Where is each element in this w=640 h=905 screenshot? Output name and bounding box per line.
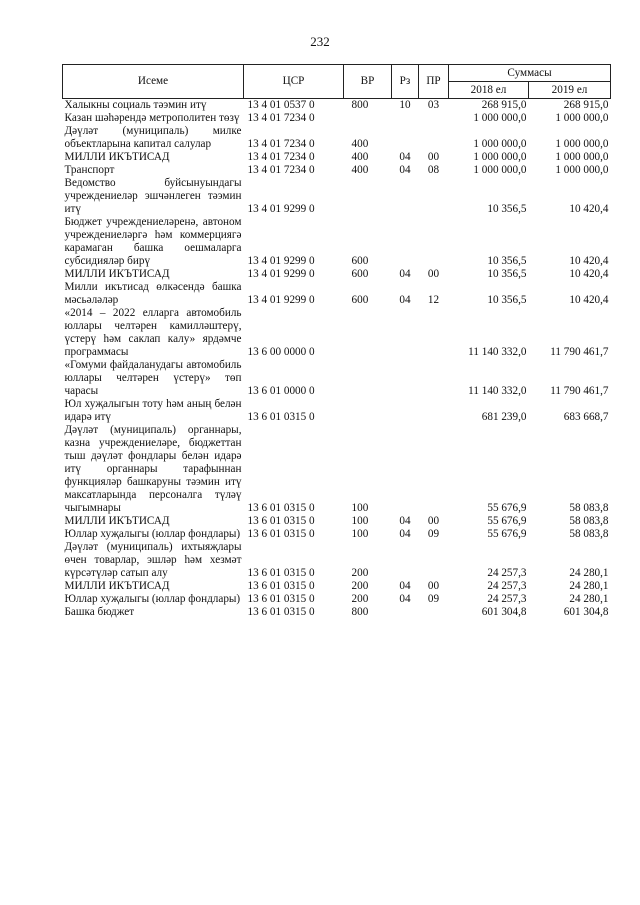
row-value-2019: 601 304,8 [563,606,609,618]
header-vr: ВР [344,65,392,99]
row-value-2019: 268 915,0 [563,99,609,111]
row-rz: 04 [399,151,411,163]
row-value-2018: 55 676,9 [487,528,527,540]
table-row [63,528,611,541]
row-value-2019: 24 280,1 [569,580,609,592]
row-csr: 13 4 01 9299 0 [247,203,315,215]
row-rz [392,177,419,216]
row-name: Бюджет учреждениеләренә, автоном учреждениеләргә һәм коммерциягә карамаган башка оешмаларга субсидияләр бирү [64,216,242,267]
row-vr: 600 [351,294,369,306]
row-pr [419,112,449,125]
row-rz [392,541,419,580]
row-name: Юллар хуҗалыгы (юллар фондлары) [64,528,241,540]
row-pr: 00 [427,580,440,592]
row-csr: 13 4 01 7234 0 [247,151,315,163]
row-rz [392,307,419,359]
row-vr: 400 [351,164,369,176]
row-pr: 03 [427,99,440,111]
row-csr: 13 6 00 0000 0 [247,346,315,358]
row-name: Юллар хуҗалыгы (юллар фондлары) [64,593,241,605]
table-row [63,398,611,424]
row-csr: 13 4 01 7234 0 [247,112,315,124]
row-value-2019: 1 000 000,0 [555,112,609,124]
row-name: «Гомуми файдаланудагы автомобиль юллары челтәрен үстерү» төп чарасы [64,359,242,397]
row-vr [344,359,392,398]
row-name: Халыкны социаль тәэмин итү [64,99,207,111]
row-vr: 800 [351,606,369,618]
row-rz: 10 [399,99,411,111]
row-csr: 13 4 01 7234 0 [247,164,315,176]
row-name: МИЛЛИ ИКЪТИСАД [64,268,170,280]
row-csr: 13 4 01 9299 0 [247,268,315,280]
row-pr: 12 [427,294,440,306]
row-value-2018: 10 356,5 [487,255,527,267]
row-pr [419,606,449,619]
row-value-2018: 11 140 332,0 [468,385,527,397]
row-csr: 13 6 01 0315 0 [247,502,315,514]
row-rz: 04 [399,515,411,527]
row-value-2018: 1 000 000,0 [473,151,527,163]
row-value-2019: 10 420,4 [569,268,609,280]
row-vr [344,177,392,216]
row-csr: 13 6 01 0315 0 [247,567,315,579]
header-csr: ЦСР [244,65,344,99]
row-pr: 00 [427,268,440,280]
budget-table [62,64,611,619]
header-pr: ПР [419,65,449,99]
row-pr: 09 [427,528,440,540]
header-year-2019: 2019 ел [529,82,611,99]
table-row [63,359,611,398]
row-value-2018: 601 304,8 [481,606,527,618]
row-name: МИЛЛИ ИКЪТИСАД [64,151,170,163]
row-rz: 04 [399,580,411,592]
row-value-2018: 268 915,0 [481,99,527,111]
table-row [63,164,611,177]
table-row [63,580,611,593]
table-row [63,177,611,216]
row-name: МИЛЛИ ИКЪТИСАД [64,580,170,592]
row-pr [419,177,449,216]
row-name: Дәүләт (муниципаль) ихтыяҗлары өчен товарлар, эшләр һәм хезмәт күрсәтүләр сатып алу [64,541,242,579]
row-pr: 00 [427,515,440,527]
row-value-2018: 11 140 332,0 [468,346,527,358]
row-csr: 13 6 01 0315 0 [247,411,315,423]
row-pr [419,541,449,580]
table-row [63,125,611,151]
row-value-2019: 1 000 000,0 [555,138,609,150]
row-rz [392,112,419,125]
row-csr: 13 6 01 0315 0 [247,528,315,540]
row-csr: 13 6 01 0315 0 [247,580,315,592]
table-header [63,65,611,99]
row-pr [419,398,449,424]
row-pr: 09 [427,593,440,605]
row-csr: 13 4 01 7234 0 [247,138,315,150]
header-sums: Суммасы [449,65,611,82]
page-number: 232 [310,34,330,49]
row-vr: 600 [351,255,369,267]
table-body [63,99,611,620]
row-rz: 04 [399,164,411,176]
row-value-2019: 24 280,1 [569,567,609,579]
row-csr: 13 6 01 0315 0 [247,593,315,605]
row-name: Казан шәһәрендә метрополитен төзү [64,112,240,124]
row-name: Транспорт [64,164,115,176]
row-rz: 04 [399,294,411,306]
row-rz [392,606,419,619]
row-value-2018: 55 676,9 [487,515,527,527]
row-csr: 13 6 01 0315 0 [247,606,315,618]
row-value-2019: 58 083,8 [569,515,609,527]
row-vr: 200 [351,567,369,579]
row-value-2018: 10 356,5 [487,268,527,280]
row-csr: 13 4 01 9299 0 [247,255,315,267]
row-rz: 04 [399,528,411,540]
table-row [63,268,611,281]
row-vr [344,398,392,424]
row-rz: 04 [399,593,411,605]
row-vr: 100 [351,515,369,527]
row-value-2019: 10 420,4 [569,294,609,306]
row-vr [344,112,392,125]
table-row [63,216,611,268]
table-row [63,307,611,359]
row-pr: 08 [427,164,440,176]
row-value-2019: 58 083,8 [569,528,609,540]
row-value-2018: 681 239,0 [481,411,527,423]
row-value-2018: 24 257,3 [487,567,527,579]
row-vr: 200 [351,593,369,605]
row-rz [392,398,419,424]
row-value-2019: 1 000 000,0 [555,151,609,163]
header-year-2018: 2018 ел [449,82,529,99]
row-value-2019: 10 420,4 [569,255,609,267]
row-value-2019: 1 000 000,0 [555,164,609,176]
row-value-2019: 683 668,7 [563,411,609,423]
row-pr [419,359,449,398]
row-vr: 100 [351,502,369,514]
row-pr [419,307,449,359]
row-name: МИЛЛИ ИКЪТИСАД [64,515,170,527]
row-name: Милли икътисад өлкәсендә башка мәсьәләләр [64,281,242,306]
row-pr [419,424,449,515]
row-value-2018: 24 257,3 [487,580,527,592]
row-csr: 13 6 01 0315 0 [247,515,315,527]
table-row [63,112,611,125]
row-value-2018: 10 356,5 [487,294,527,306]
row-rz [392,359,419,398]
row-value-2019: 24 280,1 [569,593,609,605]
row-value-2018: 1 000 000,0 [473,164,527,176]
row-name: Ведомство буйсынуындагы учреждениеләр эшчәнлеген тәэмин итү [64,177,242,215]
row-name: «2014 – 2022 елларга автомобиль юллары челтәрен камилләштерү, үстерү һәм саклап калу» ярдәмче программасы [64,307,242,358]
row-value-2018: 10 356,5 [487,203,527,215]
row-pr [419,125,449,151]
row-name: Юл хуҗалыгын тоту һәм аның белән идарә итү [64,398,242,423]
row-value-2019: 58 083,8 [569,502,609,514]
row-csr: 13 4 01 0537 0 [247,99,315,111]
row-value-2018: 1 000 000,0 [473,112,527,124]
table-row [63,541,611,580]
row-vr: 100 [351,528,369,540]
row-vr: 600 [351,268,369,280]
row-csr: 13 4 01 9299 0 [247,294,315,306]
row-vr: 400 [351,138,369,150]
row-pr: 00 [427,151,440,163]
row-rz [392,125,419,151]
row-csr: 13 6 01 0000 0 [247,385,315,397]
row-rz [392,424,419,515]
row-rz [392,216,419,268]
row-vr [344,307,392,359]
row-value-2019: 11 790 461,7 [550,346,609,358]
row-name: Дәүләт (муниципаль) органнары, казна учреждениеләре, бюджеттан тыш дәүләт фондлары белән идарә итү органнары тарафыннан функцияләр башкаруны тәэмин итү максатларында персоналга түләү чыгымнары [64,424,242,514]
row-value-2018: 1 000 000,0 [473,138,527,150]
table-row [63,593,611,606]
row-vr: 800 [351,99,369,111]
table-row [63,515,611,528]
table-row [63,424,611,515]
row-pr [419,216,449,268]
row-name: Башка бюджет [64,606,135,618]
row-value-2018: 55 676,9 [487,502,527,514]
row-vr: 400 [351,151,369,163]
table-row [63,99,611,113]
table-row [63,606,611,619]
header-rz: Рз [392,65,419,99]
header-name: Исеме [63,65,244,99]
row-value-2019: 10 420,4 [569,203,609,215]
table-row [63,281,611,307]
row-name: Дәүләт (муниципаль) милке объектларына капитал салулар [64,125,242,150]
row-vr: 200 [351,580,369,592]
row-value-2019: 11 790 461,7 [550,385,609,397]
row-value-2018: 24 257,3 [487,593,527,605]
table-row [63,151,611,164]
row-rz: 04 [399,268,411,280]
